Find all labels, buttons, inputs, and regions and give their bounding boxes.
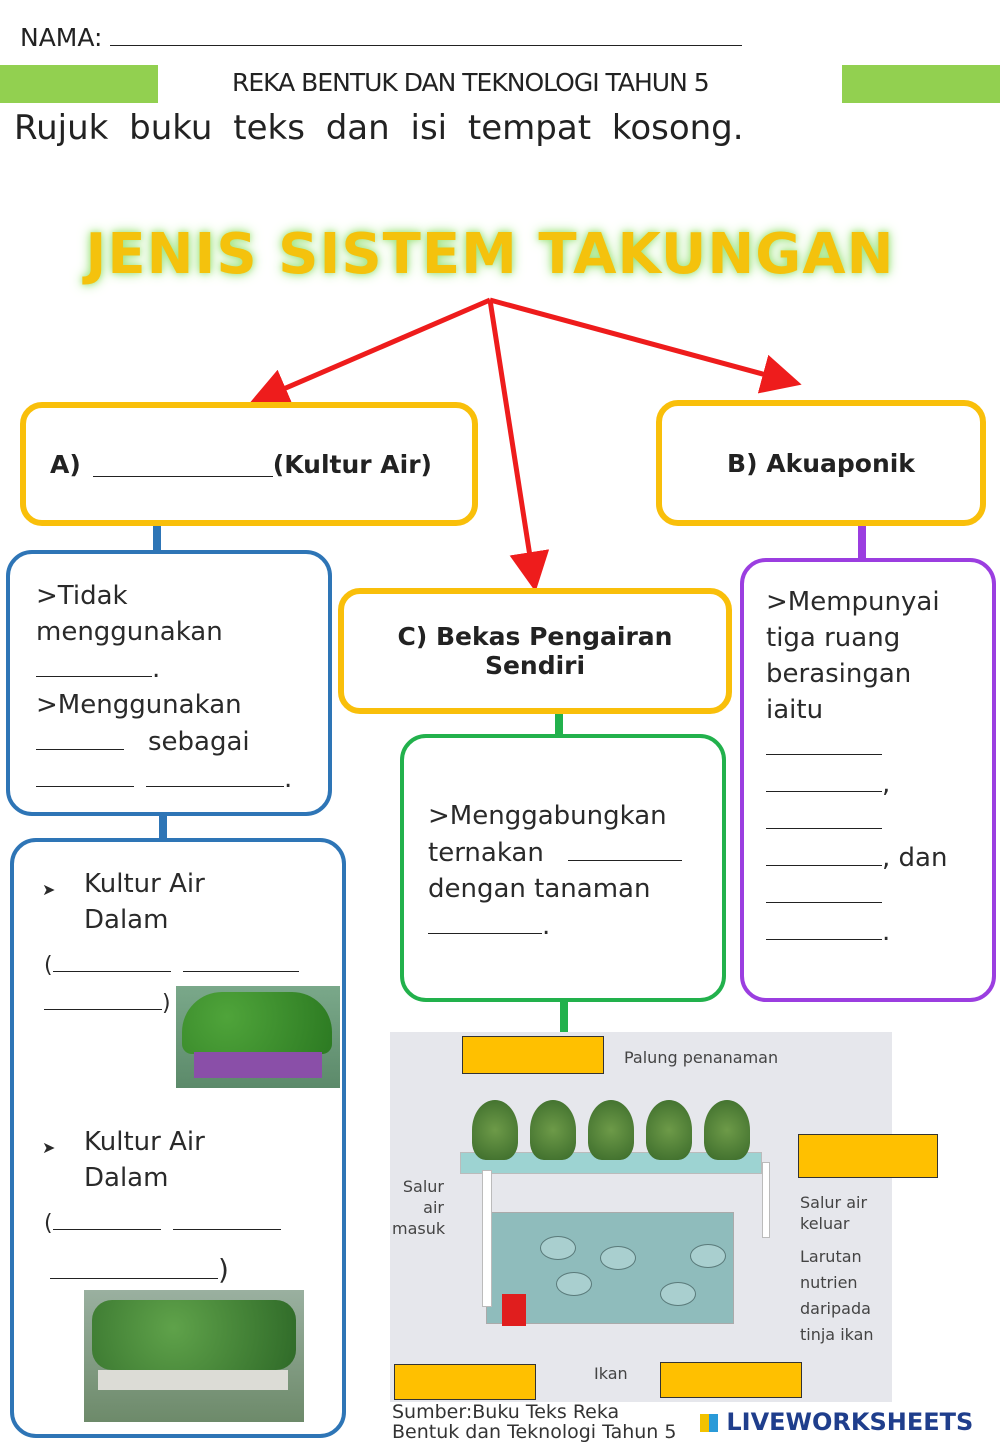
outlet-pipe [762,1162,770,1238]
answer-box-tank[interactable] [660,1362,802,1398]
label-salur-masuk [392,1176,444,1239]
answer-box-pump[interactable] [394,1364,536,1400]
b-line1: >Mempunyai [766,587,940,617]
source-citation: Sumber:Buku Teks Reka Bentuk dan Teknologi Tahun 5 [392,1401,677,1443]
connector-b [858,524,866,560]
b-line3: berasingan [766,659,912,689]
c-line3: dengan tanaman [428,874,651,904]
b-blank-1[interactable] [766,728,882,755]
label-line: daripada [800,1299,871,1318]
arrow-to-b [490,300,792,382]
a-line3: >Menggunakan [36,690,242,720]
label-ikan: Ikan [594,1364,628,1383]
b-and: , dan [882,843,948,873]
pump [502,1294,526,1326]
c-line2: ternakan [428,838,544,868]
b-blank-5[interactable] [766,876,882,903]
fish-icon [690,1244,726,1268]
type1-blanks-2: ) [44,986,171,1022]
a-details-box: >Tidak menggunakan . >Menggunakan sebagai . [6,550,332,816]
box-b-label: B) Akuaponik [727,448,915,478]
box-a-blank[interactable] [93,451,273,477]
a-blank-1[interactable] [36,650,152,677]
box-a-suffix: (Kultur Air) [272,449,432,479]
label-line: masuk [392,1219,446,1238]
label-line: Salur [402,1177,444,1196]
a-line4: sebagai [148,727,250,757]
a-line2: menggunakan [36,617,223,647]
type1-blank-1[interactable] [53,949,171,972]
plant-photo-2 [84,1290,304,1422]
type1-label: Kultur Air Dalam [84,869,205,935]
label-line: Larutan [800,1247,862,1266]
arrow-to-c [490,300,534,582]
a-line1: >Tidak [36,581,128,611]
fish-icon [540,1236,576,1260]
answer-box-plants[interactable] [462,1036,604,1074]
connector-c2 [560,1000,568,1032]
label-larutan [800,1244,874,1348]
type2-blanks: ( [44,1206,281,1242]
type2-blank-1[interactable] [53,1207,161,1230]
connector-a [153,525,161,553]
type2-label: Kultur Air Dalam [84,1127,205,1193]
plants [472,1100,752,1160]
box-a-prefix: A) [50,449,81,479]
box-c-label: C) Bekas Pengairan Sendiri [397,622,673,680]
type2-blank-3[interactable] [50,1250,218,1279]
label-line: tinja ikan [800,1325,874,1344]
a-blank-2[interactable] [36,723,124,750]
box-b [656,400,986,526]
c-blank-1[interactable] [568,834,682,861]
b-details-box: >Mempunyai tiga ruang berasingan iaitu , , dan . [740,558,996,1002]
main-title: JENIS SISTEM TAKUNGAN [85,222,895,287]
type2-blank-2[interactable] [173,1207,281,1230]
type1-blanks: ( [44,948,299,984]
plant-photo-1 [176,986,340,1088]
logo-mark-icon [700,1414,718,1432]
label-line: nutrien [800,1273,858,1292]
instruction: Rujuk buku teks dan isi tempat kosong. [14,108,744,148]
type1-blank-3[interactable] [44,987,162,1010]
b-line2: tiga ruang [766,623,901,653]
label-line: Salur air [800,1193,868,1212]
a-types-box [10,838,346,1438]
type2-blanks-2: ) [50,1250,229,1288]
aquaponics-diagram [390,1032,892,1402]
c-details-box: >Menggabungkan ternakan dengan tanaman . [400,734,726,1002]
liveworksheets-logo [700,1408,973,1436]
arrow-to-a [258,300,490,400]
b-blank-6[interactable] [766,913,882,940]
b-blank-2[interactable] [766,765,882,792]
answer-box-pot[interactable] [798,1134,938,1178]
fish-icon [660,1282,696,1306]
label-salur-keluar [800,1192,867,1234]
name-label: NAMA: [20,23,103,52]
label-palung: Palung penanaman [624,1048,779,1067]
inlet-pipe [482,1170,492,1307]
b-blank-4[interactable] [766,839,882,866]
c-blank-2[interactable] [428,907,542,934]
fish-icon [600,1246,636,1270]
c-line1: >Menggabungkan [428,801,667,831]
a-blank-4[interactable] [146,760,284,787]
label-line: air [423,1198,444,1217]
watermark-text: LIVEWORKSHEETS [726,1408,974,1436]
box-c [338,588,732,714]
subject-title: REKA BENTUK DAN TEKNOLOGI TAHUN 5 [232,68,709,97]
fish-icon [556,1272,592,1296]
b-blank-3[interactable] [766,802,882,829]
box-a [20,402,478,526]
bullet-icon: ➤ [42,1138,56,1157]
bullet-icon: ➤ [42,880,56,899]
label-line: keluar [800,1214,850,1233]
b-line4: iaitu [766,695,824,725]
a-blank-3[interactable] [36,760,134,787]
type1-blank-2[interactable] [183,949,299,972]
